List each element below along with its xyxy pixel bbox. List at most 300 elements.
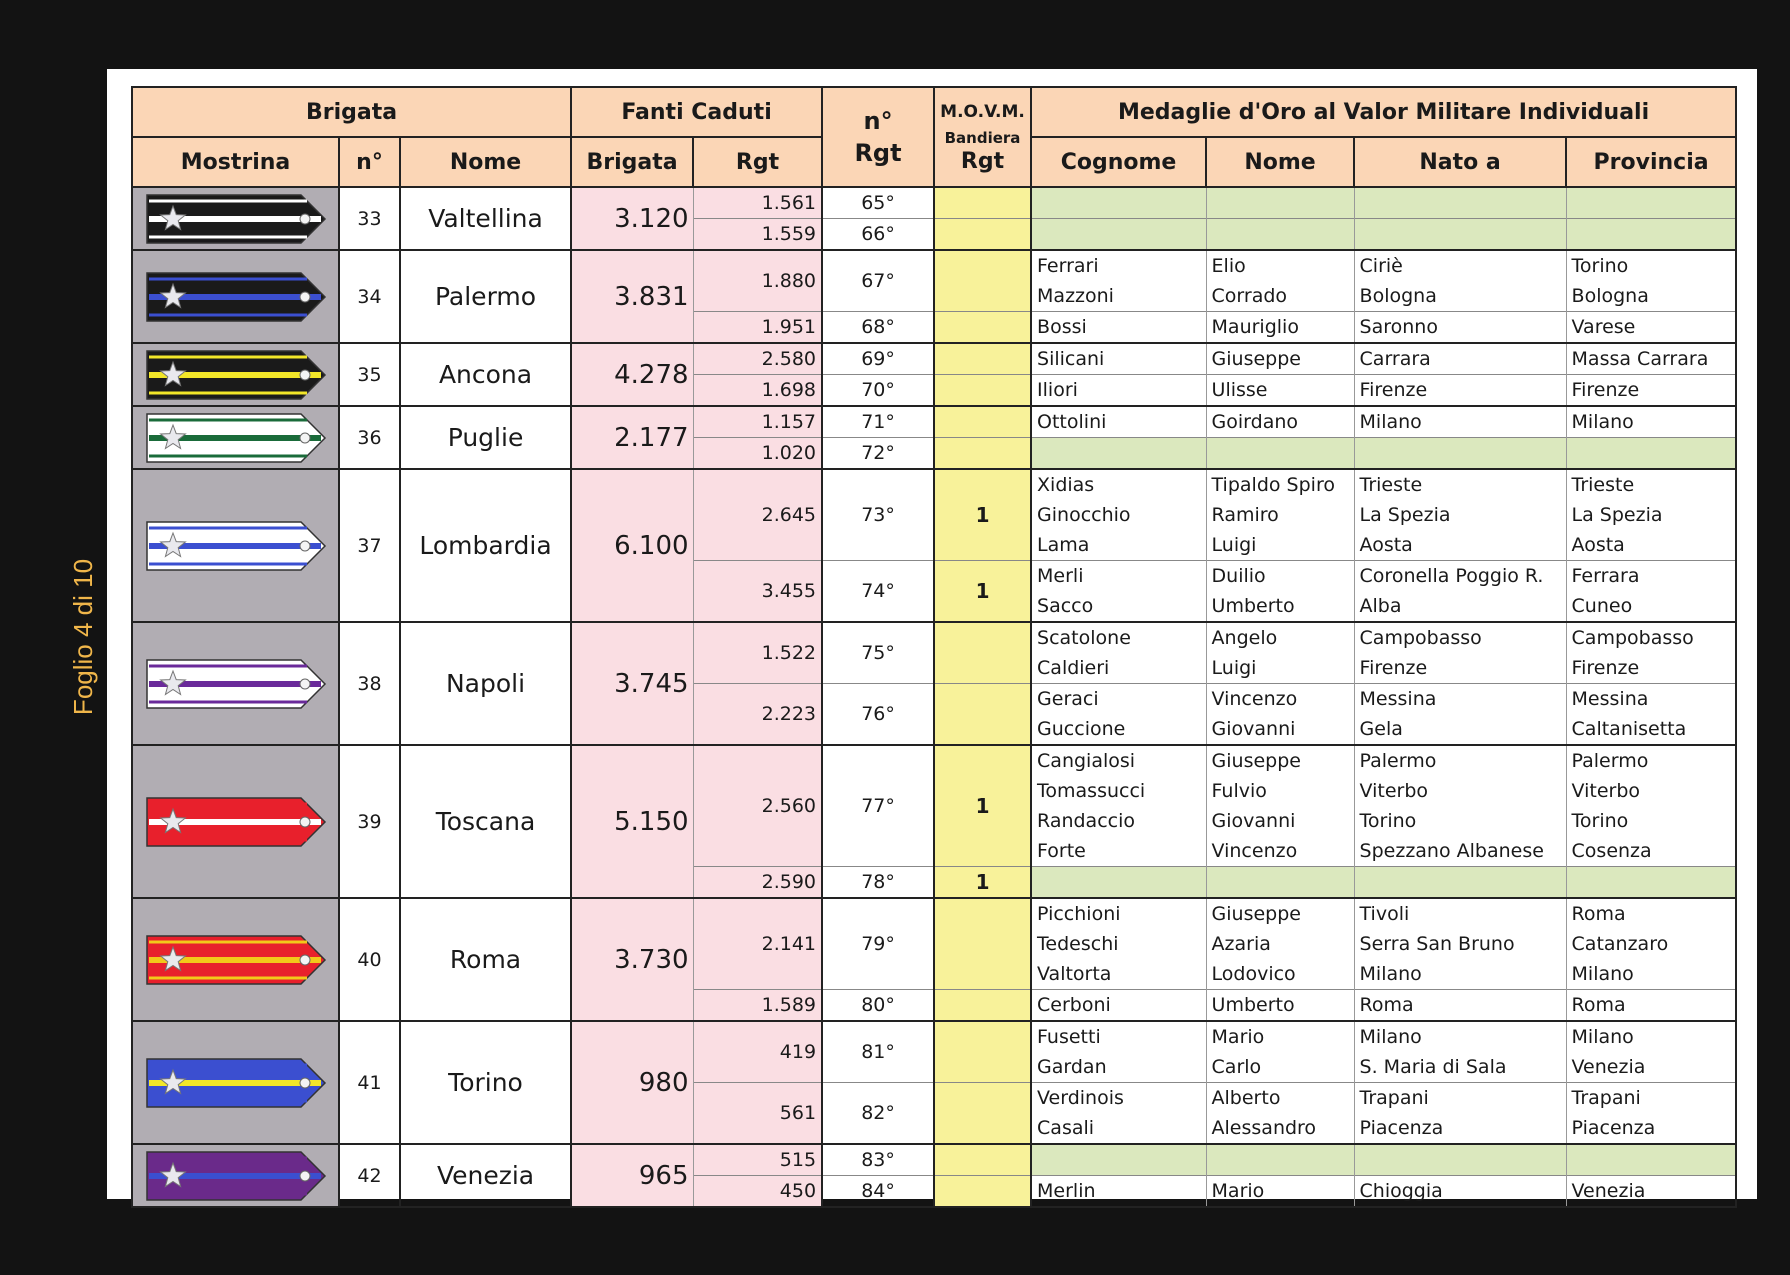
table-row — [132, 898, 1736, 990]
mostrina-cell — [132, 343, 339, 406]
movm-count — [934, 898, 1031, 990]
table-row — [132, 250, 1736, 312]
medal-nome-cell — [1206, 219, 1354, 251]
medal-cognome: Mazzoni — [1037, 285, 1114, 307]
header-movm-top: M.O.V.M. — [940, 102, 1025, 122]
medal-nome: Umberto — [1211, 595, 1295, 617]
medal-nome: Carlo — [1211, 1056, 1262, 1078]
medal-nome-cell — [1206, 406, 1354, 438]
medal-nome: Corrado — [1211, 285, 1288, 307]
header-n-rgt-top: n° — [863, 107, 893, 135]
header-nome: Nome — [400, 137, 571, 187]
medal-nome-cell — [1206, 187, 1354, 219]
regiment-fallen: 419 — [693, 1021, 822, 1083]
medal-nato-a-cell — [1354, 1083, 1566, 1145]
mostrina-cell — [132, 1021, 339, 1144]
medal-nome-cell — [1206, 469, 1354, 561]
medal-provincia-cell — [1566, 561, 1736, 623]
brigade-fallen: 980 — [571, 1021, 693, 1144]
movm-count — [934, 187, 1031, 219]
medal-nato-a: Torino — [1359, 810, 1417, 832]
medal-provincia: Torino — [1571, 810, 1629, 832]
table-body — [132, 187, 1736, 1207]
medal-nato-a-cell — [1354, 1176, 1566, 1208]
header-medaglie: Medaglie d'Oro al Valor Militare Individuali — [1031, 87, 1736, 137]
empty-medal-line — [1360, 438, 1566, 468]
mostrina-insignia — [145, 934, 327, 986]
medal-provincia: Milano — [1571, 1026, 1634, 1048]
regiment-number: 82° — [822, 1083, 934, 1145]
medal-cognome: Ginocchio — [1037, 504, 1131, 526]
medal-provincia-cell — [1566, 312, 1736, 344]
medal-nato-a: Aosta — [1359, 534, 1413, 556]
brigade-name: Toscana — [400, 745, 571, 898]
brigade-fallen: 4.278 — [571, 343, 693, 406]
medal-nome: Mario — [1211, 1180, 1265, 1202]
regiment-number: 80° — [822, 990, 934, 1022]
mostrina-insignia — [145, 796, 327, 848]
medal-cognome: Casali — [1037, 1117, 1095, 1139]
table-row — [132, 1144, 1736, 1176]
regiment-fallen: 450 — [693, 1176, 822, 1208]
medal-provincia-cell — [1566, 1144, 1736, 1176]
medal-cognome: Valtorta — [1037, 963, 1112, 985]
movm-count — [934, 250, 1031, 312]
medal-nato-a: Spezzano Albanese — [1359, 840, 1544, 862]
regiment-fallen: 1.522 — [693, 622, 822, 684]
medal-provincia: Cuneo — [1571, 595, 1633, 617]
medal-nato-a-cell — [1354, 187, 1566, 219]
medal-provincia-cell — [1566, 684, 1736, 746]
medal-nome-cell — [1206, 622, 1354, 684]
medal-nome: Angelo — [1211, 627, 1278, 649]
medal-nato-a: Palermo — [1359, 750, 1437, 772]
medal-nome: Tipaldo Spiro — [1211, 474, 1335, 496]
empty-medal-line — [1360, 219, 1566, 249]
regiment-number: 76° — [822, 684, 934, 746]
medal-provincia: Roma — [1571, 903, 1626, 925]
header-cognome: Cognome — [1031, 137, 1206, 187]
medal-nato-a-cell — [1354, 898, 1566, 990]
brigade-fallen: 5.150 — [571, 745, 693, 898]
medal-cognome-cell — [1031, 990, 1206, 1022]
regiment-number: 81° — [822, 1021, 934, 1083]
medal-nome: Fulvio — [1211, 780, 1267, 802]
medal-cognome: Lama — [1037, 534, 1090, 556]
medal-nome-cell — [1206, 438, 1354, 470]
medal-cognome: Fusetti — [1037, 1026, 1101, 1048]
medal-provincia: Torino — [1571, 255, 1629, 277]
empty-medal-line — [1212, 438, 1354, 468]
medal-nato-a: Bologna — [1359, 285, 1437, 307]
brigade-name: Palermo — [400, 250, 571, 343]
medal-nome: Mauriglio — [1211, 316, 1299, 338]
medal-nome-cell — [1206, 684, 1354, 746]
medal-cognome: Tedeschi — [1037, 933, 1119, 955]
brigade-name: Puglie — [400, 406, 571, 469]
medal-provincia: Milano — [1571, 963, 1634, 985]
medal-nato-a: La Spezia — [1359, 504, 1451, 526]
medal-cognome-cell — [1031, 343, 1206, 375]
brigade-table — [131, 86, 1737, 1208]
header-n-rgt — [822, 87, 934, 187]
movm-count — [934, 438, 1031, 470]
header-brigata-sub: Brigata — [571, 137, 693, 187]
medal-cognome-cell — [1031, 1083, 1206, 1145]
medal-cognome-cell — [1031, 406, 1206, 438]
medal-nato-a: Serra San Bruno — [1359, 933, 1515, 955]
medal-nato-a: Ciriè — [1359, 255, 1403, 277]
brigade-fallen: 3.745 — [571, 622, 693, 745]
medal-provincia-cell — [1566, 438, 1736, 470]
brigade-name: Venezia — [400, 1144, 571, 1207]
regiment-number: 70° — [822, 375, 934, 407]
mostrina-cell — [132, 745, 339, 898]
header-n: n° — [339, 137, 400, 187]
empty-medal-line — [1360, 867, 1566, 897]
medal-nato-a: Milano — [1359, 411, 1422, 433]
medal-nato-a-cell — [1354, 684, 1566, 746]
movm-count: 1 — [934, 561, 1031, 623]
empty-medal-line — [1037, 219, 1206, 249]
header-fanti-caduti: Fanti Caduti — [571, 87, 822, 137]
medal-nato-a-cell — [1354, 745, 1566, 867]
empty-medal-line — [1572, 867, 1736, 897]
header-n-rgt-bottom: Rgt — [854, 139, 902, 167]
medal-nome: Alberto — [1211, 1087, 1281, 1109]
medal-provincia: Milano — [1571, 411, 1634, 433]
mostrina-cell — [132, 187, 339, 250]
medal-provincia: Trapani — [1571, 1087, 1641, 1109]
regiment-fallen: 1.880 — [693, 250, 822, 312]
medal-nato-a: Alba — [1359, 595, 1402, 617]
regiment-fallen: 2.580 — [693, 343, 822, 375]
empty-medal-line — [1037, 188, 1206, 218]
movm-count — [934, 219, 1031, 251]
medal-nato-a: S. Maria di Sala — [1359, 1056, 1507, 1078]
medal-cognome: Iliori — [1037, 379, 1078, 401]
medal-nome: Giovanni — [1211, 718, 1296, 740]
medal-cognome: Xidias — [1037, 474, 1095, 496]
medal-provincia: Viterbo — [1571, 780, 1641, 802]
medal-nome: Giovanni — [1211, 810, 1296, 832]
medal-provincia: Venezia — [1571, 1056, 1646, 1078]
header-movm-bottom: Rgt — [960, 149, 1005, 174]
medal-provincia: Messina — [1571, 688, 1649, 710]
medal-nato-a: Trapani — [1359, 1087, 1429, 1109]
mostrina-cell — [132, 622, 339, 745]
brigade-name: Ancona — [400, 343, 571, 406]
mostrina-insignia — [145, 1057, 327, 1109]
medal-nome: Duilio — [1211, 565, 1266, 587]
medal-nato-a-cell — [1354, 1021, 1566, 1083]
medal-nome-cell — [1206, 1176, 1354, 1208]
medal-cognome-cell — [1031, 1021, 1206, 1083]
medal-cognome: Ferrari — [1037, 255, 1099, 277]
regiment-fallen: 1.951 — [693, 312, 822, 344]
medal-cognome: Bossi — [1037, 316, 1087, 338]
medal-provincia-cell — [1566, 1083, 1736, 1145]
regiment-fallen: 1.589 — [693, 990, 822, 1022]
brigade-name: Napoli — [400, 622, 571, 745]
medal-nato-a: Milano — [1359, 963, 1422, 985]
medal-provincia: Bologna — [1571, 285, 1649, 307]
medal-cognome: Caldieri — [1037, 657, 1110, 679]
medal-cognome-cell — [1031, 561, 1206, 623]
empty-medal-line — [1360, 188, 1566, 218]
empty-medal-line — [1037, 438, 1206, 468]
table-row — [132, 406, 1736, 438]
header-movm — [934, 87, 1031, 187]
regiment-number: 67° — [822, 250, 934, 312]
medal-nato-a-cell — [1354, 219, 1566, 251]
medal-cognome: Sacco — [1037, 595, 1094, 617]
regiment-fallen: 1.020 — [693, 438, 822, 470]
medal-nome: Lodovico — [1211, 963, 1296, 985]
mostrina-insignia — [145, 193, 327, 245]
medal-cognome: Merli — [1037, 565, 1084, 587]
header-movm-mid: Bandiera — [944, 129, 1021, 147]
medal-provincia-cell — [1566, 990, 1736, 1022]
medal-provincia-cell — [1566, 343, 1736, 375]
medal-nato-a-cell — [1354, 343, 1566, 375]
empty-medal-line — [1572, 219, 1736, 249]
regiment-fallen: 3.455 — [693, 561, 822, 623]
brigade-number: 34 — [339, 250, 400, 343]
movm-count — [934, 343, 1031, 375]
regiment-number: 75° — [822, 622, 934, 684]
medal-cognome: Scatolone — [1037, 627, 1131, 649]
medal-provincia-cell — [1566, 469, 1736, 561]
medal-cognome-cell — [1031, 745, 1206, 867]
header-mostrina: Mostrina — [132, 137, 339, 187]
medal-provincia: Campobasso — [1571, 627, 1694, 649]
mostrina-cell — [132, 898, 339, 1021]
medal-nome: Vincenzo — [1211, 840, 1298, 862]
regiment-number: 69° — [822, 343, 934, 375]
medal-cognome-cell — [1031, 622, 1206, 684]
medal-nato-a-cell — [1354, 867, 1566, 899]
medal-nome: Giuseppe — [1211, 750, 1301, 772]
medal-provincia: Firenze — [1571, 379, 1640, 401]
medal-provincia: Venezia — [1571, 1180, 1646, 1202]
empty-medal-line — [1360, 1145, 1566, 1175]
medal-nato-a: Carrara — [1359, 348, 1431, 370]
table-row — [132, 622, 1736, 684]
movm-count: 1 — [934, 867, 1031, 899]
brigade-fallen: 3.120 — [571, 187, 693, 250]
medal-provincia-cell — [1566, 375, 1736, 407]
medal-cognome: Tomassucci — [1037, 780, 1146, 802]
medal-nato-a-cell — [1354, 438, 1566, 470]
regiment-number: 73° — [822, 469, 934, 561]
medal-nato-a: Tivoli — [1359, 903, 1410, 925]
medal-cognome: Forte — [1037, 840, 1086, 862]
medal-nato-a-cell — [1354, 622, 1566, 684]
regiment-fallen: 1.561 — [693, 187, 822, 219]
mostrina-cell — [132, 469, 339, 622]
regiment-number: 74° — [822, 561, 934, 623]
medal-cognome: Randaccio — [1037, 810, 1135, 832]
movm-count — [934, 1176, 1031, 1208]
regiment-fallen: 2.223 — [693, 684, 822, 746]
medal-nato-a-cell — [1354, 406, 1566, 438]
table-row — [132, 1021, 1736, 1083]
medal-nato-a: Piacenza — [1359, 1117, 1444, 1139]
medal-nato-a-cell — [1354, 469, 1566, 561]
regiment-number: 66° — [822, 219, 934, 251]
medal-provincia: Caltanisetta — [1571, 718, 1687, 740]
regiment-number: 83° — [822, 1144, 934, 1176]
medal-provincia: Massa Carrara — [1571, 348, 1709, 370]
medal-nato-a-cell — [1354, 561, 1566, 623]
medal-provincia-cell — [1566, 867, 1736, 899]
medal-cognome-cell — [1031, 867, 1206, 899]
medal-nato-a-cell — [1354, 1144, 1566, 1176]
medal-nato-a: Coronella Poggio R. — [1359, 565, 1544, 587]
regiment-number: 77° — [822, 745, 934, 867]
medal-nome-cell — [1206, 1144, 1354, 1176]
movm-count — [934, 684, 1031, 746]
empty-medal-line — [1572, 438, 1736, 468]
regiment-fallen: 2.141 — [693, 898, 822, 990]
header-nome-sub: Nome — [1206, 137, 1354, 187]
medal-nome-cell — [1206, 867, 1354, 899]
medal-cognome: Merlin — [1037, 1180, 1096, 1202]
medal-nato-a-cell — [1354, 375, 1566, 407]
medal-nato-a: Roma — [1359, 994, 1414, 1016]
header-rgt: Rgt — [693, 137, 822, 187]
movm-count — [934, 1083, 1031, 1145]
empty-medal-line — [1037, 1145, 1206, 1175]
medal-cognome: Ottolini — [1037, 411, 1107, 433]
medal-provincia-cell — [1566, 219, 1736, 251]
medal-nome: Mario — [1211, 1026, 1265, 1048]
regiment-number: 78° — [822, 867, 934, 899]
medal-provincia-cell — [1566, 745, 1736, 867]
brigade-number: 33 — [339, 187, 400, 250]
brigade-number: 41 — [339, 1021, 400, 1144]
medal-cognome: Cangialosi — [1037, 750, 1136, 772]
brigade-fallen: 3.831 — [571, 250, 693, 343]
medal-nato-a: Firenze — [1359, 379, 1428, 401]
medal-nome-cell — [1206, 990, 1354, 1022]
medal-provincia-cell — [1566, 898, 1736, 990]
medal-nome: Umberto — [1211, 994, 1295, 1016]
brigade-fallen: 965 — [571, 1144, 693, 1207]
medal-nome: Giuseppe — [1211, 903, 1301, 925]
table-row — [132, 343, 1736, 375]
movm-count — [934, 1144, 1031, 1176]
empty-medal-line — [1212, 188, 1354, 218]
medal-cognome: Geraci — [1037, 688, 1099, 710]
empty-medal-line — [1572, 1145, 1736, 1175]
medal-nome-cell — [1206, 343, 1354, 375]
mostrina-cell — [132, 250, 339, 343]
brigade-name: Torino — [400, 1021, 571, 1144]
table-row — [132, 469, 1736, 561]
medal-provincia: La Spezia — [1571, 504, 1663, 526]
movm-count: 1 — [934, 469, 1031, 561]
medal-nato-a: Firenze — [1359, 657, 1428, 679]
mostrina-cell — [132, 1144, 339, 1207]
regiment-fallen: 2.645 — [693, 469, 822, 561]
medal-provincia-cell — [1566, 250, 1736, 312]
mostrina-insignia — [145, 271, 327, 323]
medal-provincia-cell — [1566, 1176, 1736, 1208]
movm-count — [934, 622, 1031, 684]
medal-nato-a-cell — [1354, 250, 1566, 312]
mostrina-insignia — [145, 349, 327, 401]
medal-cognome-cell — [1031, 219, 1206, 251]
medal-nato-a: Saronno — [1359, 316, 1438, 338]
regiment-number: 68° — [822, 312, 934, 344]
movm-count — [934, 375, 1031, 407]
regiment-number: 79° — [822, 898, 934, 990]
medal-nome: Luigi — [1211, 657, 1257, 679]
medal-provincia: Aosta — [1571, 534, 1625, 556]
brigade-number: 35 — [339, 343, 400, 406]
medal-nato-a: Viterbo — [1359, 780, 1429, 802]
brigade-fallen: 6.100 — [571, 469, 693, 622]
mostrina-cell — [132, 406, 339, 469]
medal-nome-cell — [1206, 898, 1354, 990]
medal-nome-cell — [1206, 1021, 1354, 1083]
movm-count — [934, 990, 1031, 1022]
brigade-name: Valtellina — [400, 187, 571, 250]
medal-cognome: Gardan — [1037, 1056, 1107, 1078]
medal-nato-a: Chioggia — [1359, 1180, 1443, 1202]
medal-nome: Giuseppe — [1211, 348, 1301, 370]
empty-medal-line — [1212, 219, 1354, 249]
header-nato-a: Nato a — [1354, 137, 1566, 187]
medal-provincia: Ferrara — [1571, 565, 1640, 587]
medal-cognome-cell — [1031, 469, 1206, 561]
brigade-number: 36 — [339, 406, 400, 469]
medal-cognome-cell — [1031, 187, 1206, 219]
medal-nome-cell — [1206, 561, 1354, 623]
brigade-number: 39 — [339, 745, 400, 898]
medal-nato-a: Milano — [1359, 1026, 1422, 1048]
empty-medal-line — [1212, 1145, 1354, 1175]
medal-provincia-cell — [1566, 187, 1736, 219]
regiment-fallen: 2.590 — [693, 867, 822, 899]
medal-nato-a: Messina — [1359, 688, 1437, 710]
medal-nato-a: Gela — [1359, 718, 1403, 740]
medal-provincia: Cosenza — [1571, 840, 1652, 862]
medal-nato-a: Campobasso — [1359, 627, 1482, 649]
medal-cognome-cell — [1031, 438, 1206, 470]
brigade-number: 37 — [339, 469, 400, 622]
regiment-number: 84° — [822, 1176, 934, 1208]
movm-count — [934, 406, 1031, 438]
header-brigata: Brigata — [132, 87, 571, 137]
medal-nome: Azaria — [1211, 933, 1271, 955]
empty-medal-line — [1572, 188, 1736, 218]
table-row — [132, 187, 1736, 219]
medal-provincia-cell — [1566, 406, 1736, 438]
medal-cognome: Verdinois — [1037, 1087, 1124, 1109]
medal-cognome-cell — [1031, 684, 1206, 746]
medal-nome-cell — [1206, 250, 1354, 312]
empty-medal-line — [1212, 867, 1354, 897]
medal-provincia: Palermo — [1571, 750, 1649, 772]
medal-cognome-cell — [1031, 312, 1206, 344]
medal-cognome: Picchioni — [1037, 903, 1121, 925]
regiment-number: 72° — [822, 438, 934, 470]
table-row — [132, 745, 1736, 867]
mostrina-insignia — [145, 520, 327, 572]
